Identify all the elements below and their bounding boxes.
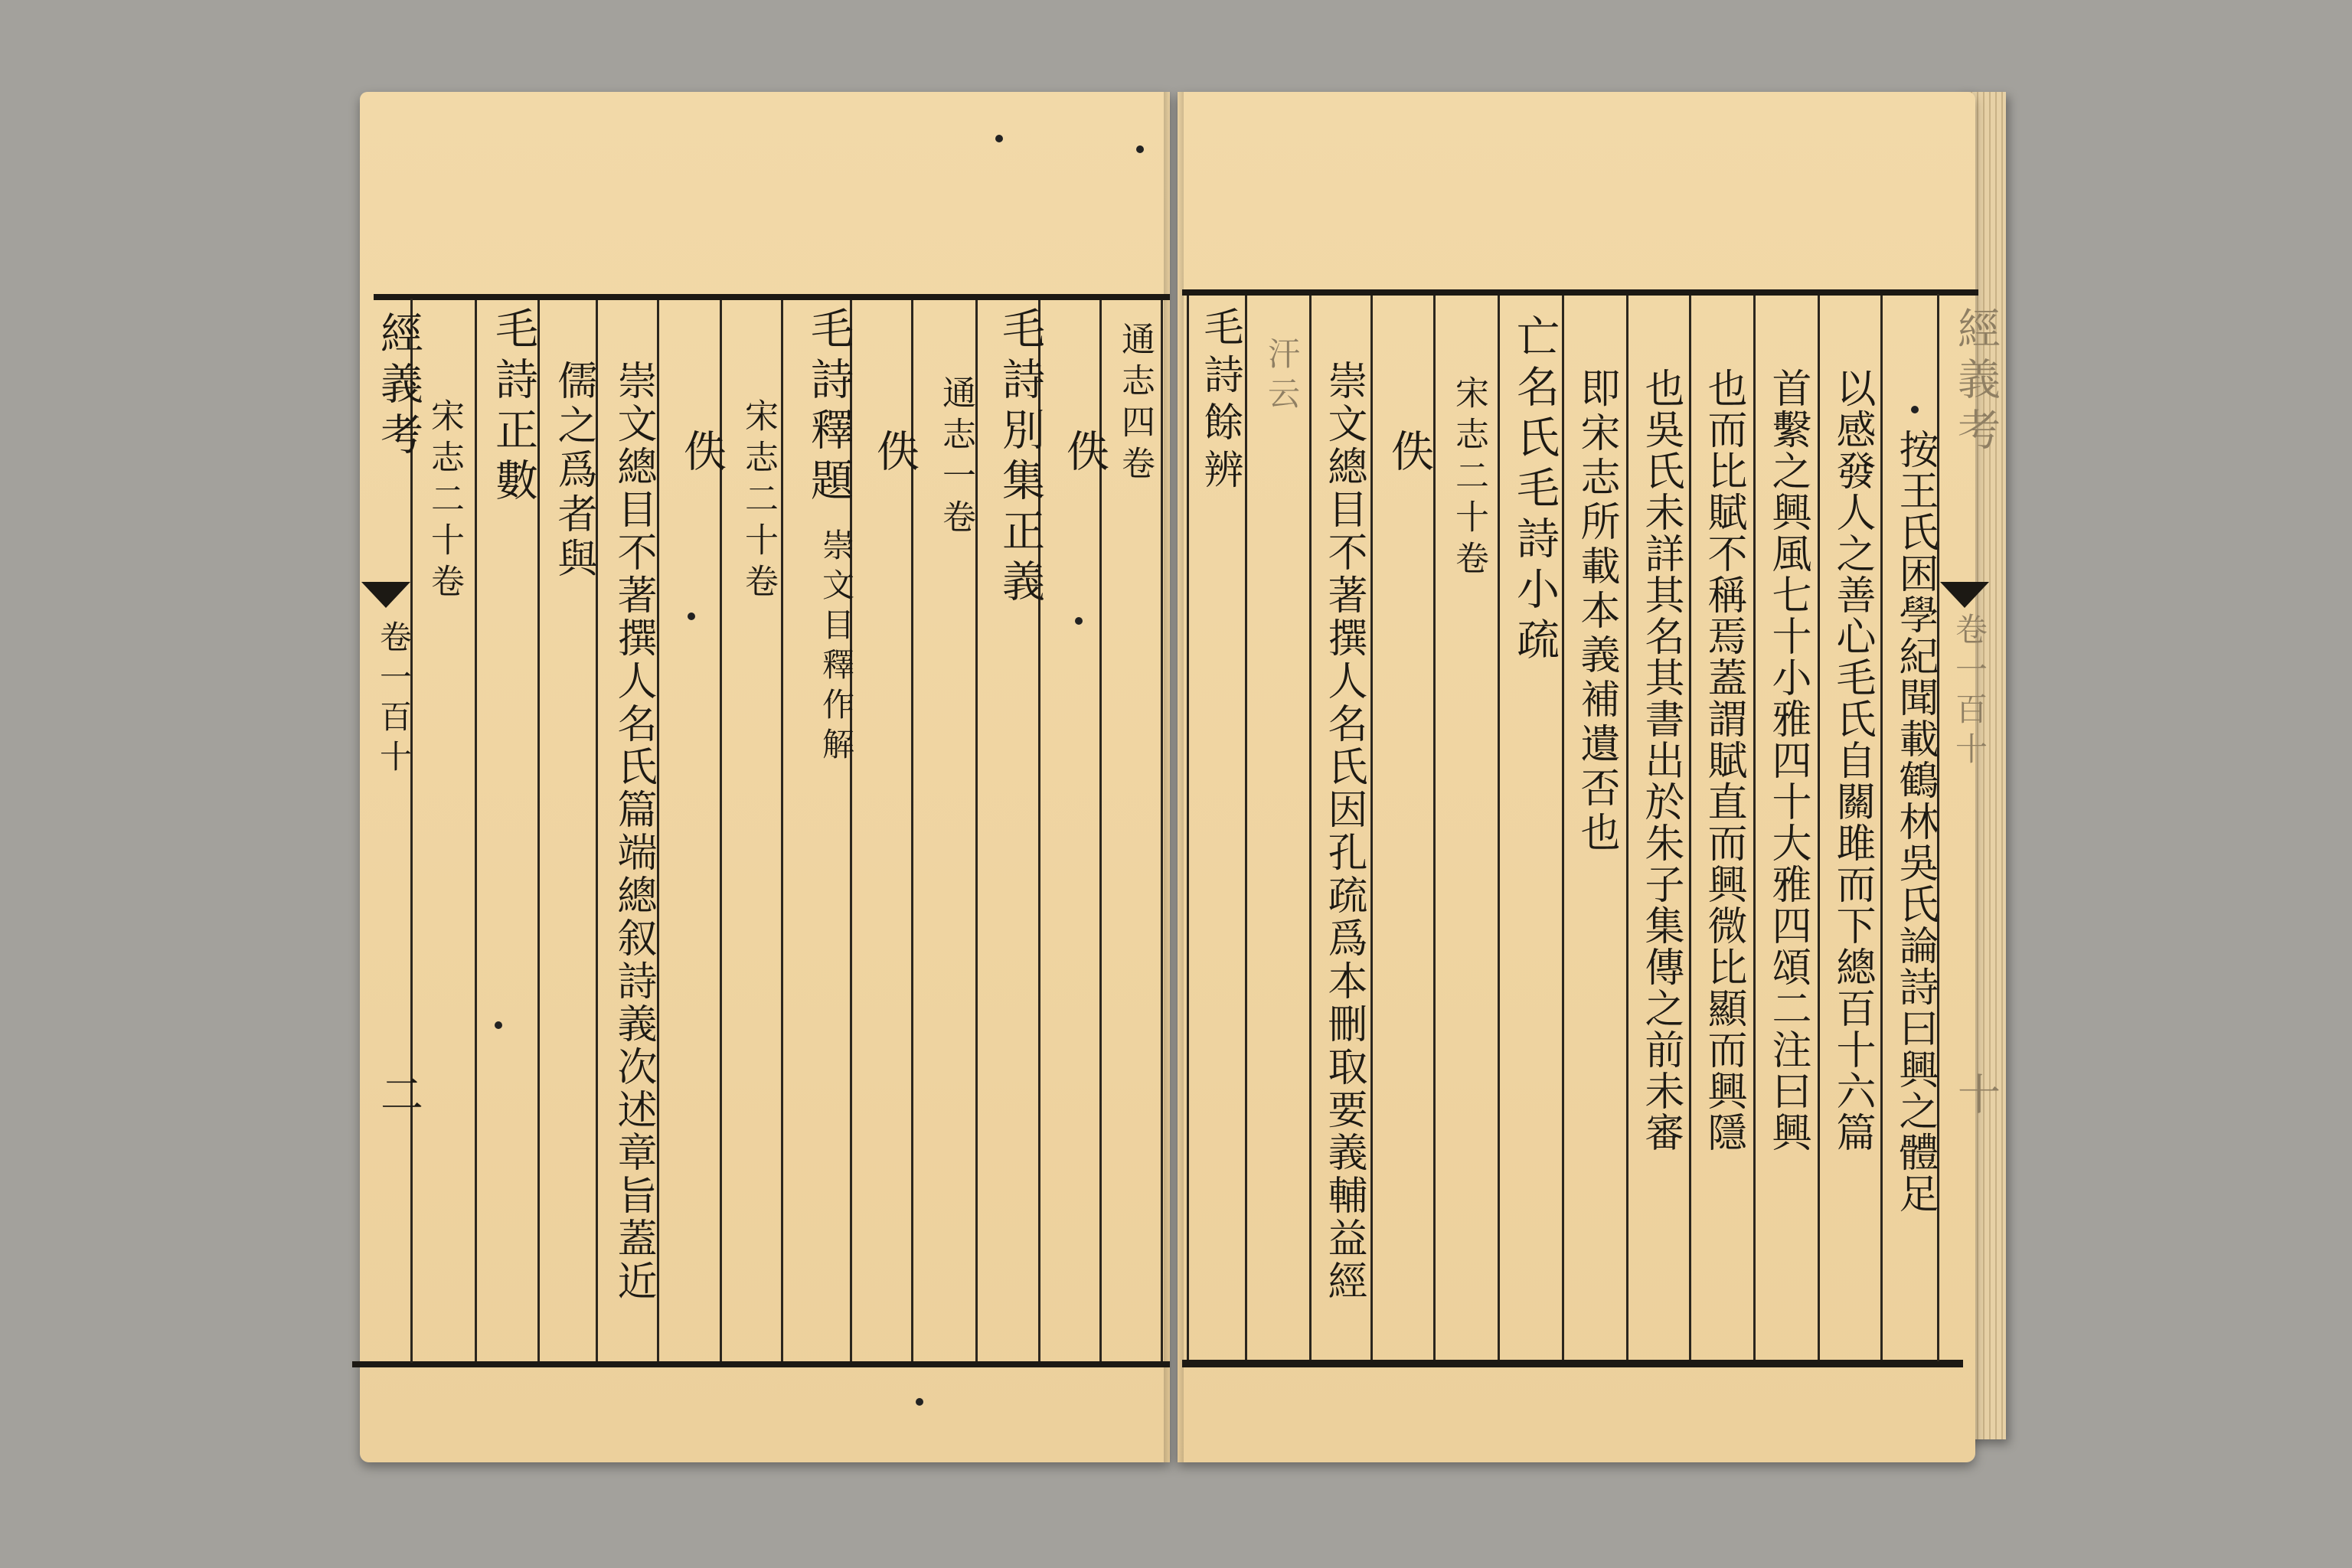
text-column: 首繫之興風七十小雅四十大雅四頌二注曰興 xyxy=(1765,368,1811,1153)
text-column: 即宋志所載本義補遺否也 xyxy=(1573,368,1619,856)
text-column: 宋志二十卷 xyxy=(425,398,464,605)
text-column: 佚 xyxy=(677,429,727,479)
column-line xyxy=(475,300,477,1361)
left-top-border xyxy=(374,294,1170,300)
column-line xyxy=(1498,296,1500,1360)
right-margin-title: 經義考 xyxy=(1951,306,2001,458)
text-column: 崇文總目不著撰人名氏因孔疏爲本刪取要義輔益經 xyxy=(1321,360,1367,1303)
left-margin-juan: 卷一百十 xyxy=(375,620,413,779)
left-margin-title: 經義考 xyxy=(374,311,423,462)
punctuation-dot xyxy=(916,1398,923,1406)
text-column: 亡名氏毛詩小疏 xyxy=(1510,314,1560,668)
text-column: 崇文總目不著撰人名氏篇端總叙詩義次述章旨蓋近 xyxy=(610,360,656,1303)
punctuation-dot xyxy=(995,135,1003,142)
punctuation-dot xyxy=(1136,145,1144,153)
column-line xyxy=(1753,296,1756,1360)
text-column: 宋志二十卷 xyxy=(1449,375,1488,582)
right-fishtail xyxy=(1940,582,1989,608)
column-line xyxy=(1161,300,1163,1361)
text-column: 佚 xyxy=(1384,429,1434,479)
text-column: 通志一卷 xyxy=(936,375,975,541)
right-top-border xyxy=(1182,289,1978,296)
left-bottom-border xyxy=(352,1361,1170,1367)
right-bottom-border xyxy=(1182,1360,1963,1367)
right-margin-juan: 卷一百十 xyxy=(1951,612,1988,772)
punctuation-dot xyxy=(1911,406,1919,413)
punctuation-dot xyxy=(495,1021,502,1029)
column-line xyxy=(1626,296,1628,1360)
column-line xyxy=(1309,296,1312,1360)
text-column: 以感發人之善心毛氏自關雎而下總百十六篇 xyxy=(1829,368,1875,1153)
text-column: 按王氏困學紀聞載鶴林吳氏論詩曰興之體足 xyxy=(1892,429,1938,1214)
text-column: 宋志二十卷 xyxy=(739,398,778,605)
text-column: 佚 xyxy=(870,429,920,479)
punctuation-dot xyxy=(688,612,695,620)
text-column: 崇文目釋作解 xyxy=(818,528,855,767)
text-column: 也吳氏未詳其名其書出於朱子集傳之前未審 xyxy=(1638,368,1684,1153)
text-column: 毛詩別集正義 xyxy=(995,306,1045,609)
column-line xyxy=(1187,296,1189,1360)
text-column: 佚 xyxy=(1060,429,1109,479)
text-column: 也而比賦不稱焉蓋謂賦直而興微比顯而興隱 xyxy=(1700,368,1746,1153)
left-margin-page: 二 xyxy=(374,1072,423,1122)
text-column: 毛詩釋題 xyxy=(804,306,854,508)
text-column: 儒之爲者與 xyxy=(550,360,596,582)
text-column: 毛詩正數 xyxy=(488,306,538,508)
column-line xyxy=(1818,296,1820,1360)
right-margin-page: 十 xyxy=(1951,1072,2001,1122)
left-fishtail xyxy=(361,582,410,608)
text-column: 通志四卷 xyxy=(1116,322,1155,487)
punctuation-dot xyxy=(1075,617,1083,625)
text-column: 汗云 xyxy=(1263,337,1301,416)
text-column: 毛詩餘辨 xyxy=(1197,306,1243,496)
